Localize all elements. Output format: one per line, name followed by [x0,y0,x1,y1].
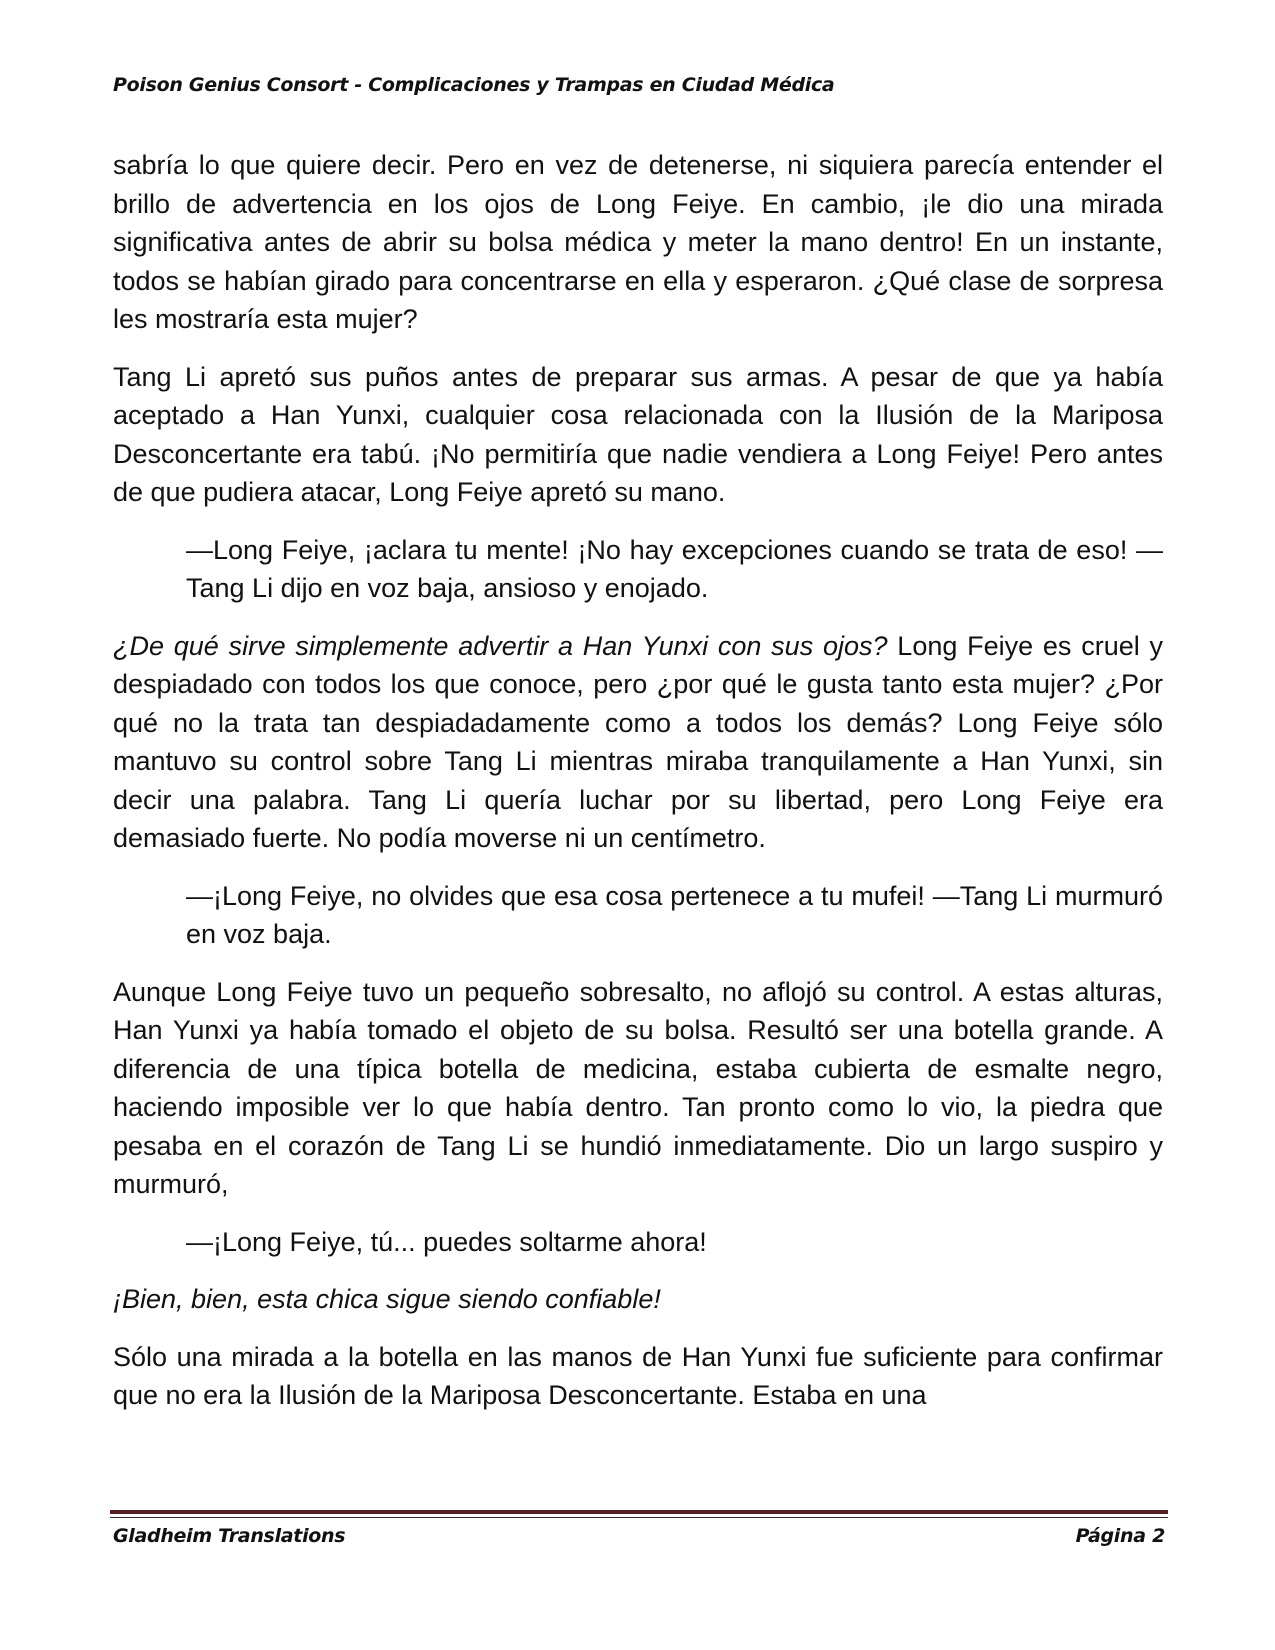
footer-publisher: Gladheim Translations [113,1525,346,1547]
footer-divider [110,1510,1168,1514]
paragraph-text: Long Feiye es cruel y despiadado con todos los que conoce, pero ¿por qué le gusta tanto esta mujer? ¿Por qué no la trata tan despiadadamente como a todos los demás? Long Feiye sólo mantuvo su control sobre Tang Li mientras miraba tranquilamente a Han Yunxi, sin decir una palabra. Tang Li quería luchar por su libertad, pero Long Feiye era demasiado fuerte. No podía moverse ni un centímetro. [113,630,1163,853]
footer-page-number: Página 2 [1075,1525,1165,1547]
dialog-paragraph: —¡Long Feiye, tú... puedes soltarme ahora! [186,1226,707,1257]
italic-thought: ¿De qué sirve simplemente advertir a Han Yunxi con sus ojos? [113,630,888,661]
dialog-paragraph: —¡Long Feiye, no olvides que esa cosa pertenece a tu mufei! —Tang Li murmuró en voz baja. [186,880,1163,949]
paragraph: Sólo una mirada a la botella en las manos de Han Yunxi fue suficiente para confirmar que no era la Ilusión de la Mariposa Desconcertante. Estaba en una [113,1341,1163,1410]
page-header-title: Poison Genius Consort - Complicaciones y Trampas en Ciudad Médica [113,74,835,96]
page-body [113,146,1163,1434]
paragraph: sabría lo que quiere decir. Pero en vez de detenerse, ni siquiera parecía entender el brillo de advertencia en los ojos de Long Feiye. En cambio, ¡le dio una mirada significativa antes de abrir su bolsa médica y meter la mano dentro! En un instante, todos se habían girado para concentrarse en ella y esperaron. ¿Qué clase de sorpresa les mostraría esta mujer? [113,150,1163,334]
paragraph: Tang Li apretó sus puños antes de preparar sus armas. A pesar de que ya había aceptado a Han Yunxi, cualquier cosa relacionada con la Ilusión de la Mariposa Desconcertante era tabú. ¡No permitiría que nadie vendiera a Long Feiye! Pero antes de que pudiera atacar, Long Feiye apretó su mano. [113,361,1163,507]
paragraph: Aunque Long Feiye tuvo un pequeño sobresalto, no aflojó su control. A estas alturas, Han Yunxi ya había tomado el objeto de su bolsa. Resultó ser una botella grande. A diferencia de una típica botella de medicina, estaba cubierta de esmalte negro, haciendo imposible ver lo que había dentro. Tan pronto como lo vio, la piedra que pesaba en el corazón de Tang Li se hundió inmediatamente. Dio un largo suspiro y murmuró, [113,976,1163,1199]
dialog-paragraph: —Long Feiye, ¡aclara tu mente! ¡No hay excepciones cuando se trata de eso! —Tang Li dijo en voz baja, ansioso y enojado. [186,534,1163,603]
footer-divider-thin [110,1517,1168,1518]
italic-paragraph: ¡Bien, bien, esta chica sigue siendo confiable! [113,1284,661,1314]
paragraph [113,627,1163,858]
